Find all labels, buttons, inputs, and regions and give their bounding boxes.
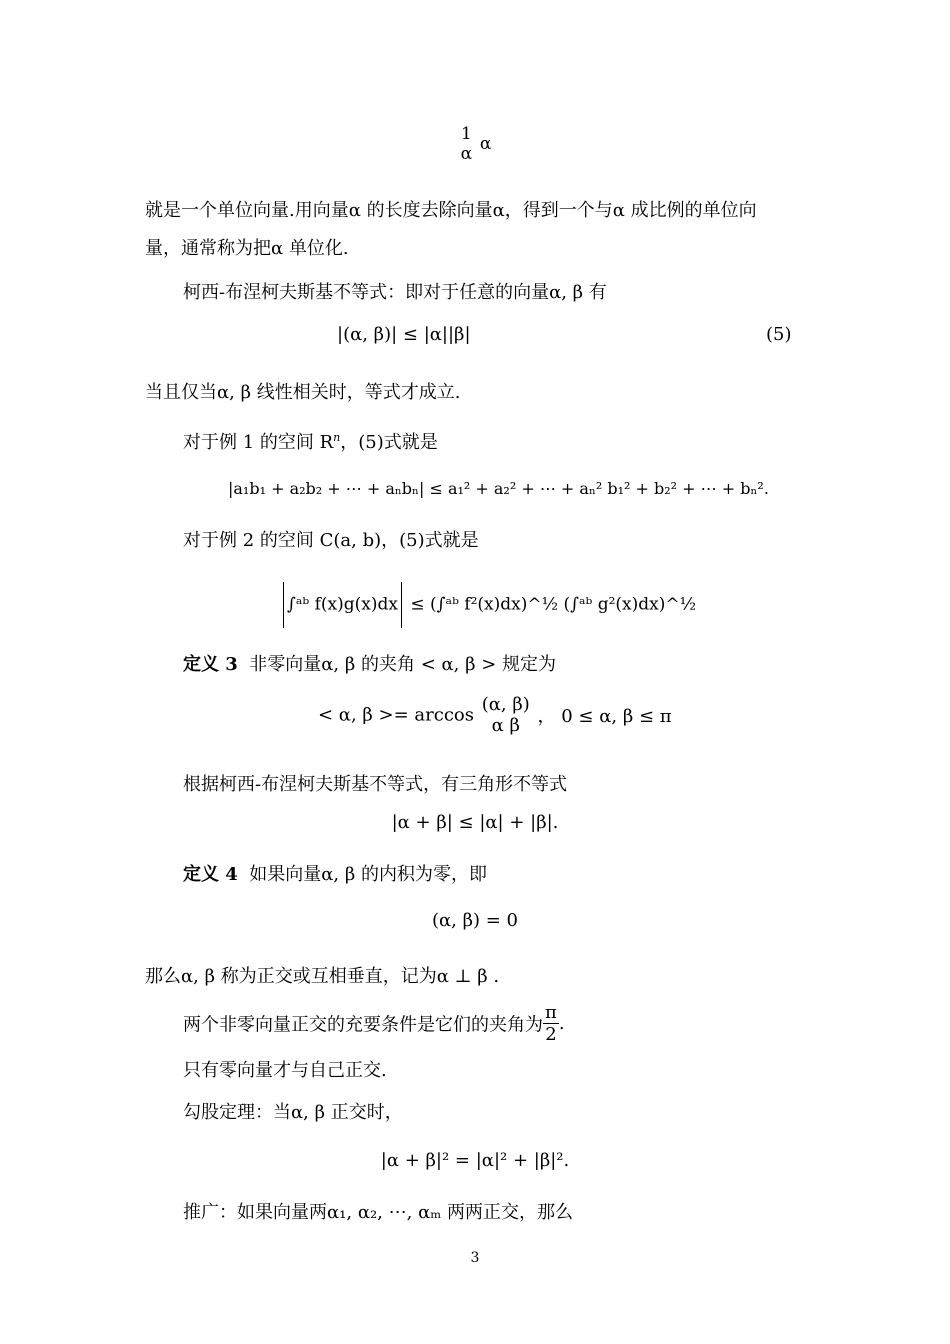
- triangle-intro: 根据柯西-布涅柯夫斯基不等式，有三角形不等式: [183, 774, 568, 795]
- orthogonal-condition: 两个非零向量正交的充要条件是它们的夹角为 $\frac{\pi}{2}$ .: [183, 1002, 565, 1045]
- orthogonal-definition: 那么α, β 称为正交或互相垂直，记为α ⊥ β .: [145, 966, 500, 987]
- unit-vector-formula: 1 α α: [460, 124, 492, 164]
- page-number: 3: [470, 1250, 480, 1266]
- rn-inequality: |a₁b₁ + a₂b₂ + ⋯ + aₙbₙ| ≤ a₁² + a₂² + ⋯ + aₙ² b₁² + b₂² + ⋯ + bₙ².: [228, 479, 769, 498]
- paragraph-1b: 量，通常称为把α 单位化.: [145, 238, 349, 259]
- paragraph-equality: 当且仅当α, β 线性相关时，等式才成立.: [145, 382, 461, 403]
- angle-definition: < α, β >= arccos (α, β) α β ， 0 ≤ α, β ≤ π: [318, 694, 672, 736]
- equation-5: |(α, β)| ≤ |α||β|: [337, 324, 471, 345]
- integral-inequality: ∫ᵃᵇ f(x)g(x)dx ≤ (∫ᵃᵇ f²(x)dx)^½ (∫ᵃᵇ g²(x)dx)^½: [280, 582, 696, 628]
- cauchy-intro: 柯西-布涅柯夫斯基不等式：即对于任意的向量α, β 有: [183, 282, 607, 303]
- definition-4: 定义 4 如果向量α, β 的内积为零，即: [183, 864, 487, 885]
- generalization: 推广：如果向量两α₁, α₂, ⋯, αₘ 两两正交，那么: [183, 1202, 573, 1223]
- example-1-intro: 对于例 1 的空间 $R^n$，(5)式就是: [183, 431, 438, 453]
- definition-3: 定义 3 非零向量α, β 的夹角 < α, β > 规定为: [183, 654, 557, 675]
- pythagoras-intro: 勾股定理：当α, β 正交时，: [183, 1102, 403, 1123]
- example-2-intro: 对于例 2 的空间 C(a, b)，(5)式就是: [183, 530, 479, 551]
- zero-vector-note: 只有零向量才与自己正交.: [183, 1060, 387, 1081]
- triangle-inequality: |α + β| ≤ |α| + |β|.: [391, 812, 559, 833]
- pythagoras-equation: |α + β|² = |α|² + |β|².: [380, 1150, 570, 1171]
- paragraph-1a: 就是一个单位向量.用向量α 的长度去除向量α，得到一个与α 成比例的单位向: [145, 200, 757, 221]
- inner-product-zero: (α, β) = 0: [431, 910, 519, 931]
- equation-tag-5: (5): [766, 324, 792, 345]
